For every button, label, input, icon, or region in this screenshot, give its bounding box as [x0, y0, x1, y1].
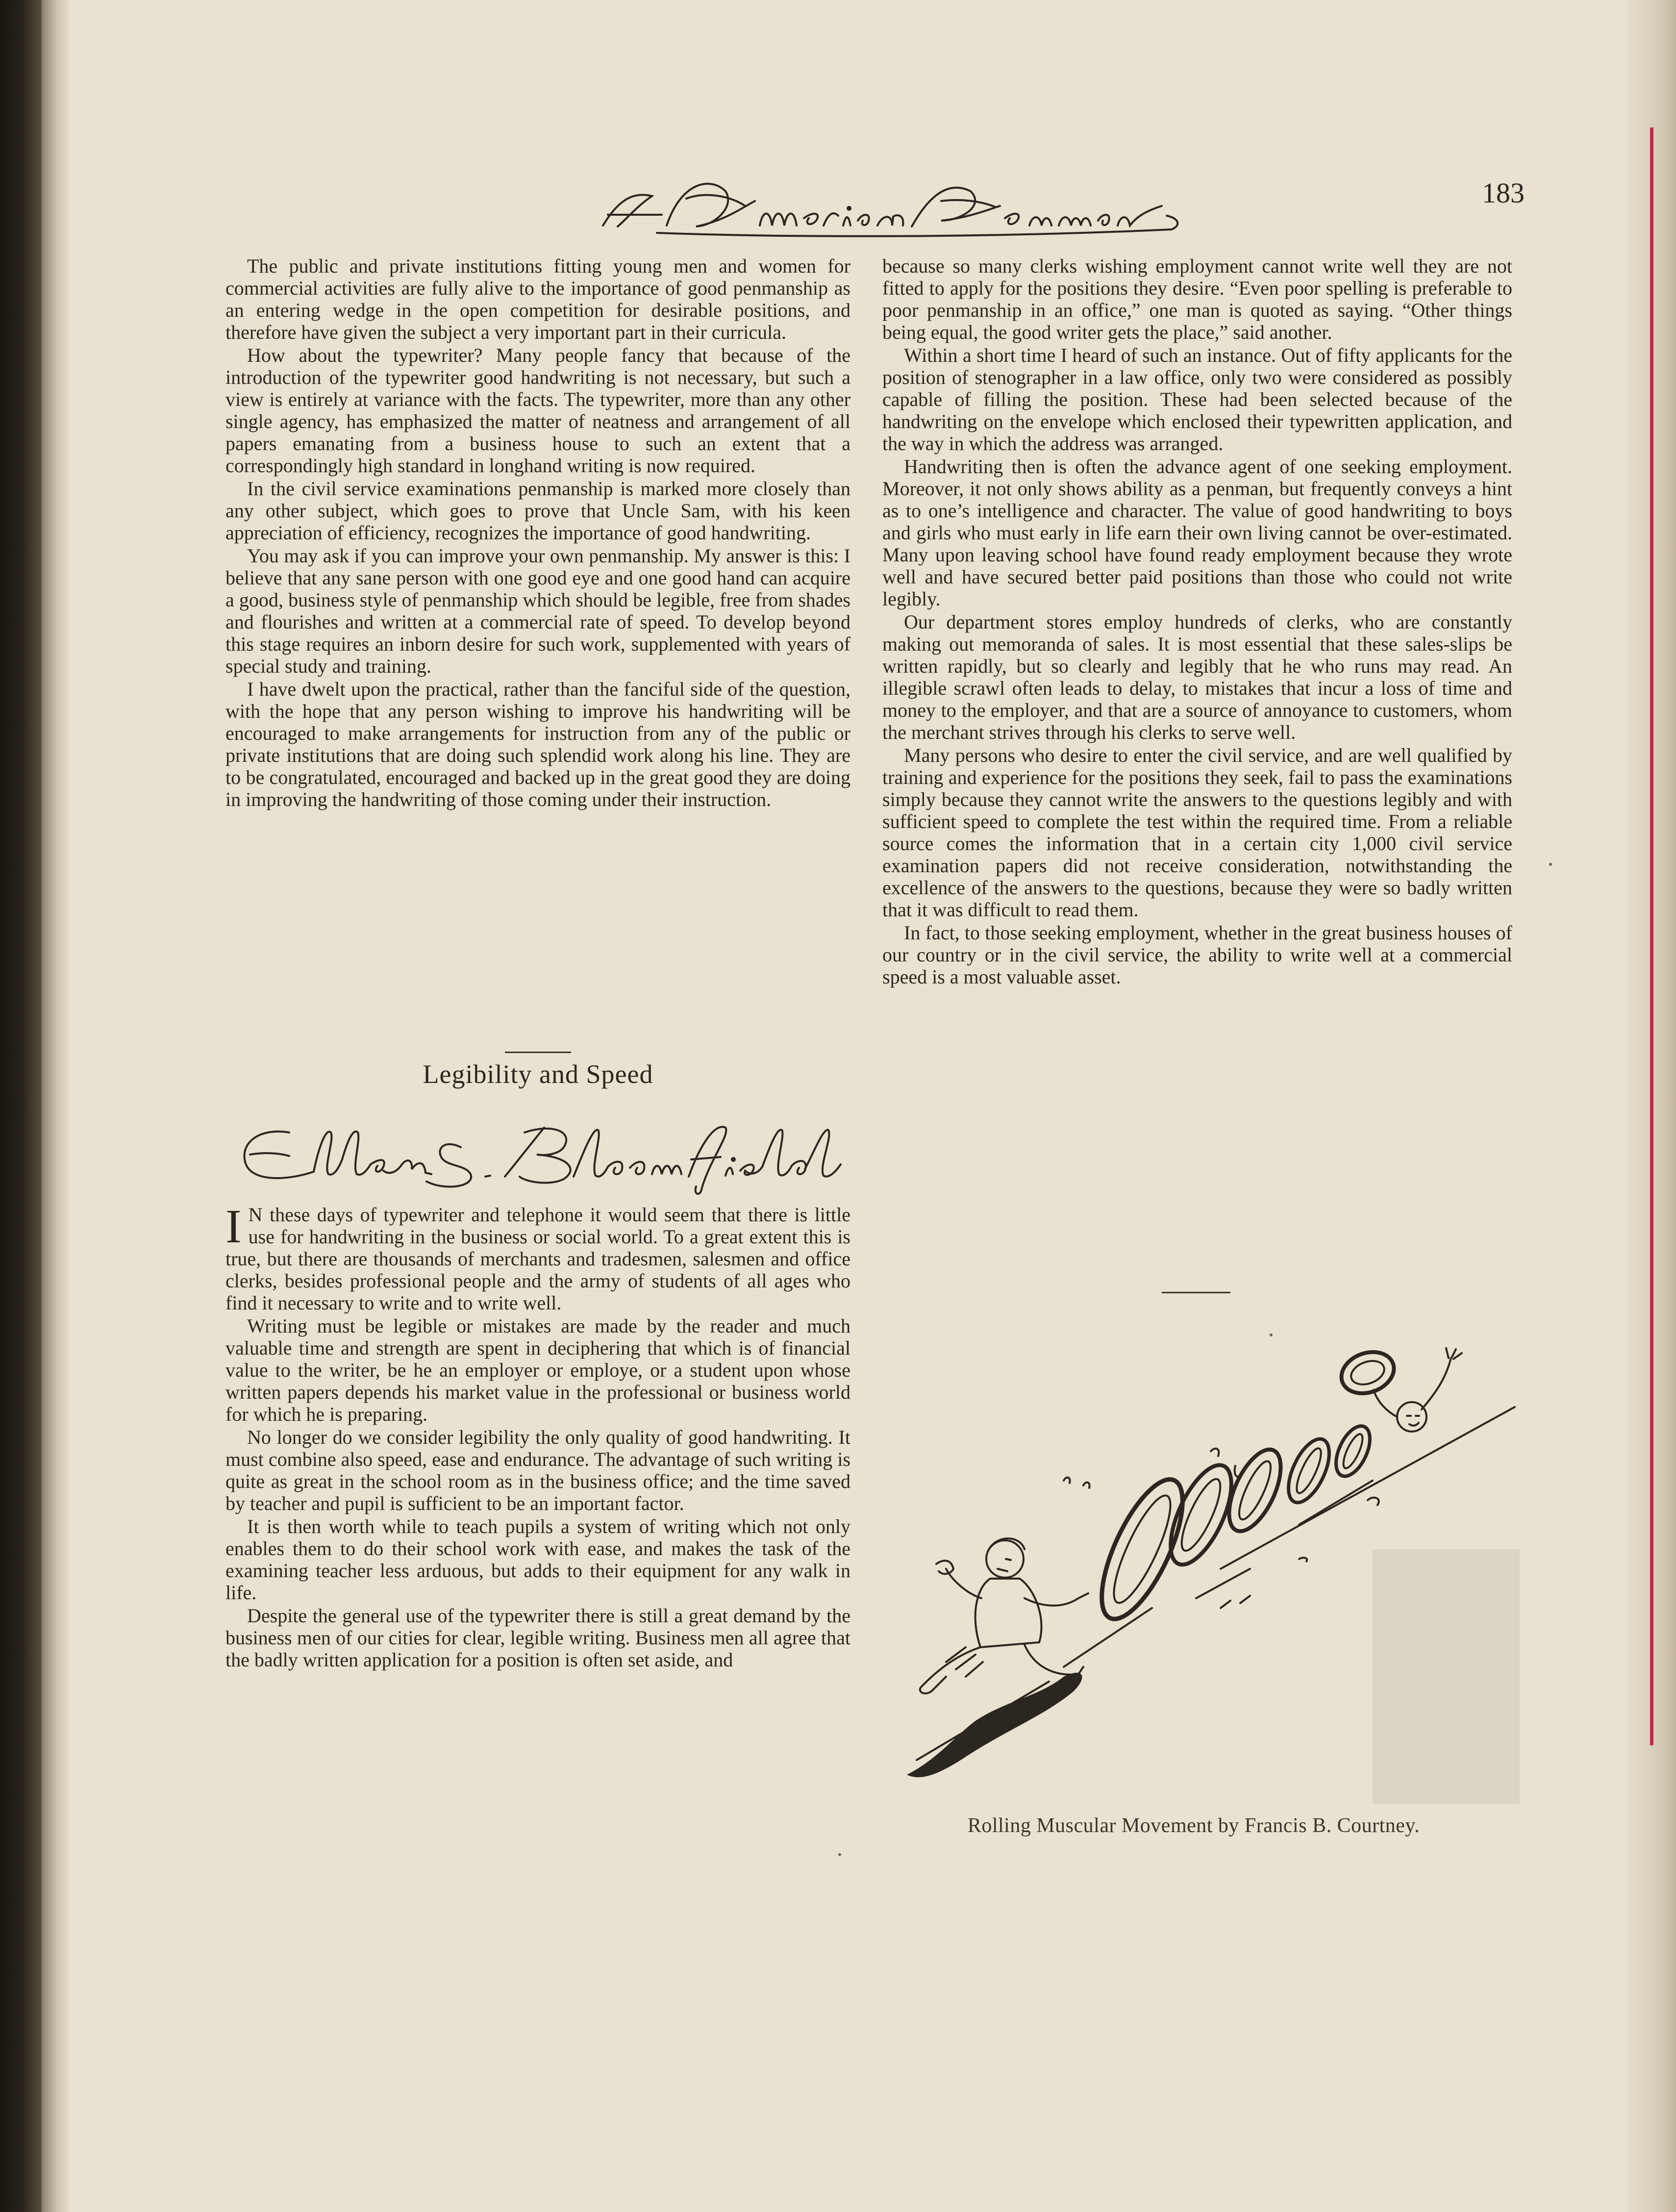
masthead-logo: [598, 172, 1186, 240]
article-first-paragraph: [225, 1200, 851, 1314]
author-signature: [230, 1113, 863, 1196]
paragraph: It is then worth while to teach pupils a system of writing which not only enables them to do their school work with ease, and makes the task of the examining teacher less arduous, but adds to their equipment for any walk in life.: [225, 1515, 851, 1604]
page-number: 183: [1482, 177, 1525, 209]
left-column-upper: [225, 255, 851, 810]
section-divider: [505, 1052, 571, 1053]
page-edge-color-strip: [1650, 127, 1653, 1745]
paper-speck: [838, 1853, 841, 1856]
paragraph: In the civil service examinations penmanship is marked more closely than any other subject, which goes to prove that Uncle Sam, with his keen appreciation of efficiency, recognizes the importance of good handwriting.: [225, 478, 851, 544]
section-divider: [1162, 1292, 1230, 1293]
paragraph: No longer do we consider legibility the only quality of good handwriting. It must combine also speed, ease and endurance. The advantage of such writing is quite as great in the school room as in the business office; and the time saved by teacher and pupil is sufficient to be an important factor.: [225, 1426, 851, 1514]
illustration-caption: Rolling Muscular Movement by Francis B. Courtney.: [967, 1814, 1420, 1837]
drop-cap: I: [225, 1200, 242, 1253]
paragraph: because so many clerks wishing employment cannot write well they are not fitted to apply for the positions they desire. “Even poor spelling is preferable to poor penmanship in an office,” one man is quoted as saying. “Other things being equal, the good writer gets the place,” said another.: [882, 255, 1512, 343]
binding-shadow: [0, 0, 42, 2212]
paragraph: In fact, to those seeking employment, whether in the great business houses of our country or in the civil service, the ability to write well at a commercial speed is a most valuable asset.: [882, 922, 1512, 988]
paragraph: Many persons who desire to enter the civil service, and are well qualified by training and experience for the positions they seek, fail to pass the examinations simply because they cannot write the answers to the questions legibly and with sufficient speed to complete the test within the required time. From a reliable source comes the information that in a certain city 1,000 civil service examination papers did not receive consideration, notwithstanding the excellence of the answers to the questions, because they were so badly written that it was difficult to read them.: [882, 744, 1512, 921]
paper-speck: [1270, 1333, 1273, 1336]
paragraph: I have dwelt upon the practical, rather than the fanciful side of the question, with the hope that any person wishing to improve his handwriting will be encouraged to make arrangements for instruction from any of the public or private institutions that are doing such splendid work along his line. They are to be congratulated, encouraged and backed up in the great good they are doing in improving the handwriting of those coming under their instruction.: [225, 678, 851, 810]
paragraph: The public and private institutions fitting young men and women for commercial activities are fully alive to the importance of good penmanship as an entering wedge in the open competition for desirable positions, and therefore have given the subject a very important part in their curricula.: [225, 255, 851, 343]
rolling-muscular-movement-illustration: [877, 1304, 1520, 1804]
article-first-paragraph-text: N these days of typewriter and telephone it would seem that there is little use for handwriting in the business or social world. To a great extent this is true, but there are thousands of merchants and tradesmen, salesmen and office clerks, besides professional people and the army of students of all ages who find it necessary to write and to write well.: [225, 1204, 851, 1314]
article-body-left: [225, 1200, 851, 1671]
paragraph: You may ask if you can improve your own penmanship. My answer is this: I believe that any sane person with one good eye and one good hand can acquire a good, business style of penmanship which should be legible, free from shades and flourishes and written at a commercial rate of speed. To develop beyond this stage requires an inborn desire for such work, supplemented with years of special study and training.: [225, 545, 851, 677]
paragraph: Writing must be legible or mistakes are made by the reader and much valuable time and strength are spent in deciphering that which is of financial value to the writer, be he an employer or employe, or a student upon whose written papers depends his market value in the professional or business world for which he is preparing.: [225, 1315, 851, 1425]
page-fold: [42, 0, 69, 2212]
paper-speck: [1549, 863, 1552, 866]
article-title: Legibility and Speed: [423, 1059, 653, 1089]
right-column: [882, 255, 1512, 988]
paragraph: Handwriting then is often the advance agent of one seeking employment. Moreover, it not only shows ability as a penman, but frequently conveys a hint as to one’s intelligence and character. The value of good handwriting to boys and girls who must early in life earn their own living cannot be over-estimated. Many upon leaving school have found ready employment because they wrote well and have secured better paid positions than those who could not write legibly.: [882, 455, 1512, 610]
paragraph: Within a short time I heard of such an instance. Out of fifty applicants for the position of stenographer in a law office, only two were considered as possibly capable of filling the position. These had been selected because of the handwriting on the envelope which enclosed their typewritten application, and the way in which the address was arranged.: [882, 344, 1512, 454]
paragraph: Our department stores employ hundreds of clerks, who are constantly making out memoranda of sales. It is most essential that these sales-slips be written rapidly, but so clearly and legibly that he who runs may read. An illegible scrawl often leads to delay, to mistakes that incur a loss of time and money to the employer, and that are a source of annoyance to customers, whom the merchant strives through his clerks to serve well.: [882, 611, 1512, 743]
paragraph: How about the typewriter? Many people fancy that because of the introduction of the typewriter good handwriting is not necessary, but such a view is entirely at variance with the facts. The typewriter, more than any other single agency, has emphasized the matter of neatness and arrangement of all papers emanating from a business house to such an extent that a correspondingly high standard in longhand writing is now required.: [225, 344, 851, 477]
paragraph: Despite the general use of the typewriter there is still a great demand by the business men of our cities for clear, legible writing. Business men all agree that the badly written application for a position is often set aside, and: [225, 1605, 851, 1671]
